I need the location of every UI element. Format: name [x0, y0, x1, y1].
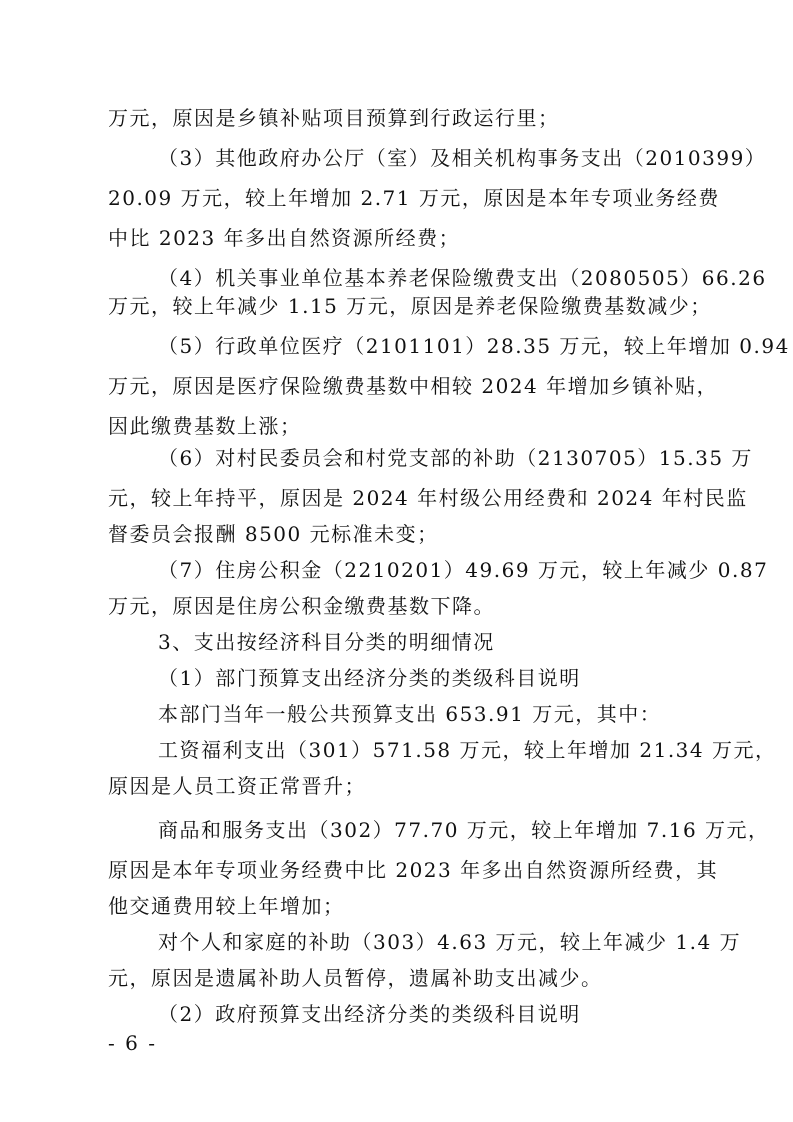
paragraph-line: 工资福利支出（301）571.58 万元，较上年增加 21.34 万元， — [158, 738, 777, 762]
paragraph-line: （6）对村民委员会和村党支部的补助（2130705）15.35 万 — [158, 446, 753, 470]
page-number: - 6 - — [108, 1031, 157, 1055]
paragraph-line: 因此缴费基数上涨； — [108, 414, 302, 438]
paragraph-line: （7）住房公积金（2210201）49.69 万元，较上年减少 0.87 — [158, 558, 769, 582]
paragraph-line: 本部门当年一般公共预算支出 653.91 万元，其中： — [158, 702, 662, 726]
paragraph-line: 万元，原因是乡镇补贴项目预算到行政运行里； — [108, 106, 560, 130]
paragraph-line: 20.09 万元，较上年增加 2.71 万元，原因是本年专项业务经费 — [108, 186, 720, 210]
paragraph-line: （5）行政单位医疗（2101101）28.35 万元，较上年增加 0.94 — [158, 334, 790, 358]
paragraph-line: 中比 2023 年多出自然资源所经费； — [108, 226, 461, 250]
paragraph-line: 原因是人员工资正常晋升； — [108, 774, 366, 798]
subsection-heading: （1）部门预算支出经济分类的类级科目说明 — [158, 666, 581, 690]
subsection-heading: （2）政府预算支出经济分类的类级科目说明 — [158, 1002, 581, 1026]
paragraph-line: 万元，原因是住房公积金缴费基数下降。 — [108, 594, 495, 618]
paragraph-line: 对个人和家庭的补助（303）4.63 万元，较上年减少 1.4 万 — [158, 930, 742, 954]
paragraph-line: 元，较上年持平，原因是 2024 年村级公用经费和 2024 年村民监 — [108, 486, 748, 510]
paragraph-line: 原因是本年专项业务经费中比 2023 年多出自然资源所经费，其 — [108, 858, 719, 882]
paragraph-line: （3）其他政府办公厅（室）及相关机构事务支出（2010399） — [158, 146, 767, 170]
paragraph-line: 督委员会报酬 8500 元标准未变； — [108, 522, 439, 546]
paragraph-line: 万元，较上年减少 1.15 万元，原因是养老保险缴费基数减少； — [108, 294, 712, 318]
paragraph-line: 他交通费用较上年增加； — [108, 894, 345, 918]
paragraph-line: 商品和服务支出（302）77.70 万元，较上年增加 7.16 万元， — [158, 818, 770, 842]
paragraph-line: 万元，原因是医疗保险缴费基数中相较 2024 年增加乡镇补贴， — [108, 374, 719, 398]
paragraph-line: 元，原因是遗属补助人员暂停，遗属补助支出减少。 — [108, 966, 603, 990]
paragraph-line: （4）机关事业单位基本养老保险缴费支出（2080505）66.26 — [158, 266, 767, 290]
section-heading: 3、支出按经济科目分类的明细情况 — [158, 630, 495, 654]
